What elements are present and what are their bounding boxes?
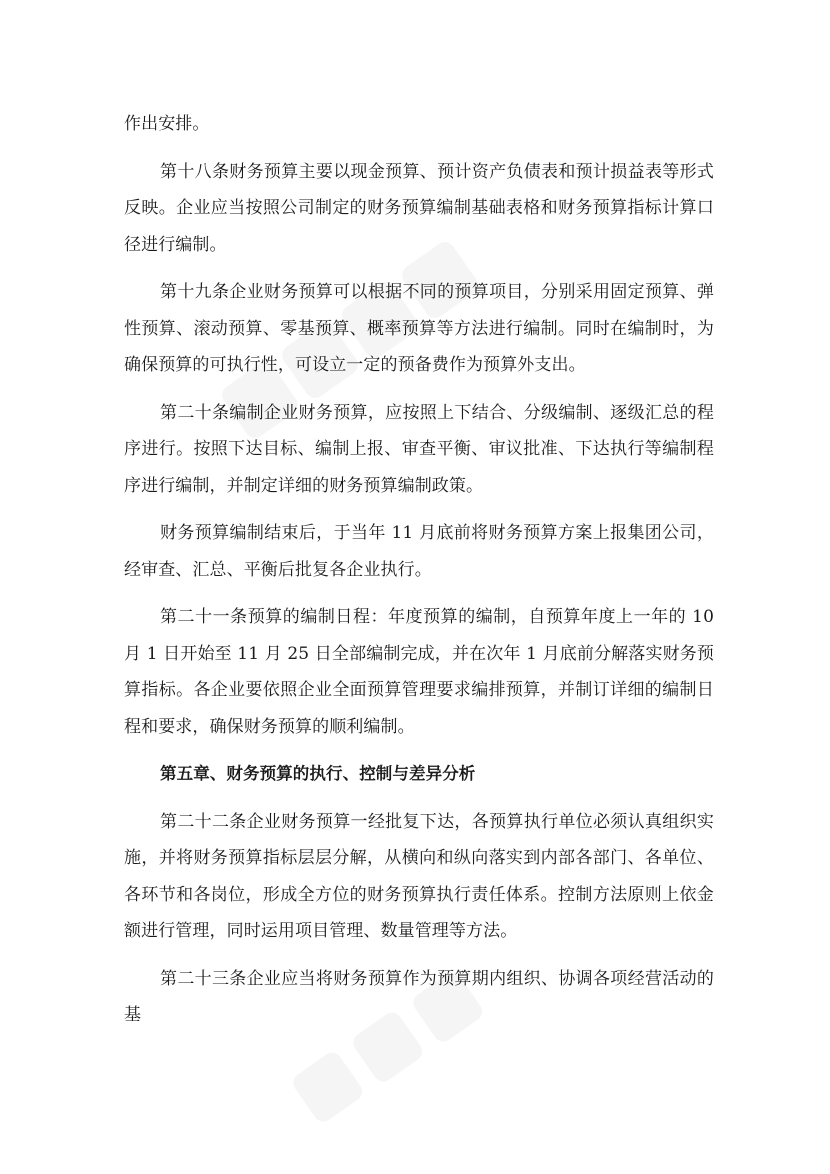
paragraph-continuation: 作出安排。 [124,114,210,134]
paragraph-budget-submission: 财务预算编制结束后，于当年 11 月底前将财务预算方案上报集团公司，经审查、汇总、平衡后批复各企业执行。 [124,523,714,580]
paragraph-article-18: 第十八条财务预算主要以现金预算、预计资产负债表和预计损益表等形式反映。企业应当按照公司制定的财务预算编制基础表格和财务预算指标计算口径进行编制。 [124,161,714,255]
paragraph-article-23: 第二十三条企业应当将财务预算作为预算期内组织、协调各项经营活动的基 [124,968,714,1025]
paragraph-article-22: 第二十二条企业财务预算一经批复下达，各预算执行单位必须认真组织实施，并将财务预算指标层层分解，从横向和纵向落实到内部各部门、各单位、各环节和各岗位，形成全方位的财务预算执行责任体系。控制方法原则上依金额进行管理，同时运用项目管理、数量管理等方法。 [124,811,714,941]
paragraph-article-21: 第二十一条预算的编制日程：年度预算的编制，自预算年度上一年的 10 月 1 日开始至 11 月 25 日全部编制完成，并在次年 1 月底前分解落实财务预算指标。各企业要依照企业全面预算管理要求编排预算，并制订详细的编制日程和要求，确保财务预算的顺利编制。 [124,607,714,737]
chapter-heading: 第五章、财务预算的执行、控制与差异分析 [160,764,476,783]
paragraph-article-20: 第二十条编制企业财务预算，应按照上下结合、分级编制、逐级汇总的程序进行。按照下达目标、编制上报、审查平衡、审议批准、下达执行等编制程序进行编制，并制定详细的财务预算编制政策。 [124,402,714,496]
paragraph-article-19: 第十九条企业财务预算可以根据不同的预算项目，分别采用固定预算、弹性预算、滚动预算、零基预算、概率预算等方法进行编制。同时在编制时，为确保预算的可执行性，可设立一定的预备费作为预算外支出。 [124,282,714,375]
document-body [124,106,714,1034]
